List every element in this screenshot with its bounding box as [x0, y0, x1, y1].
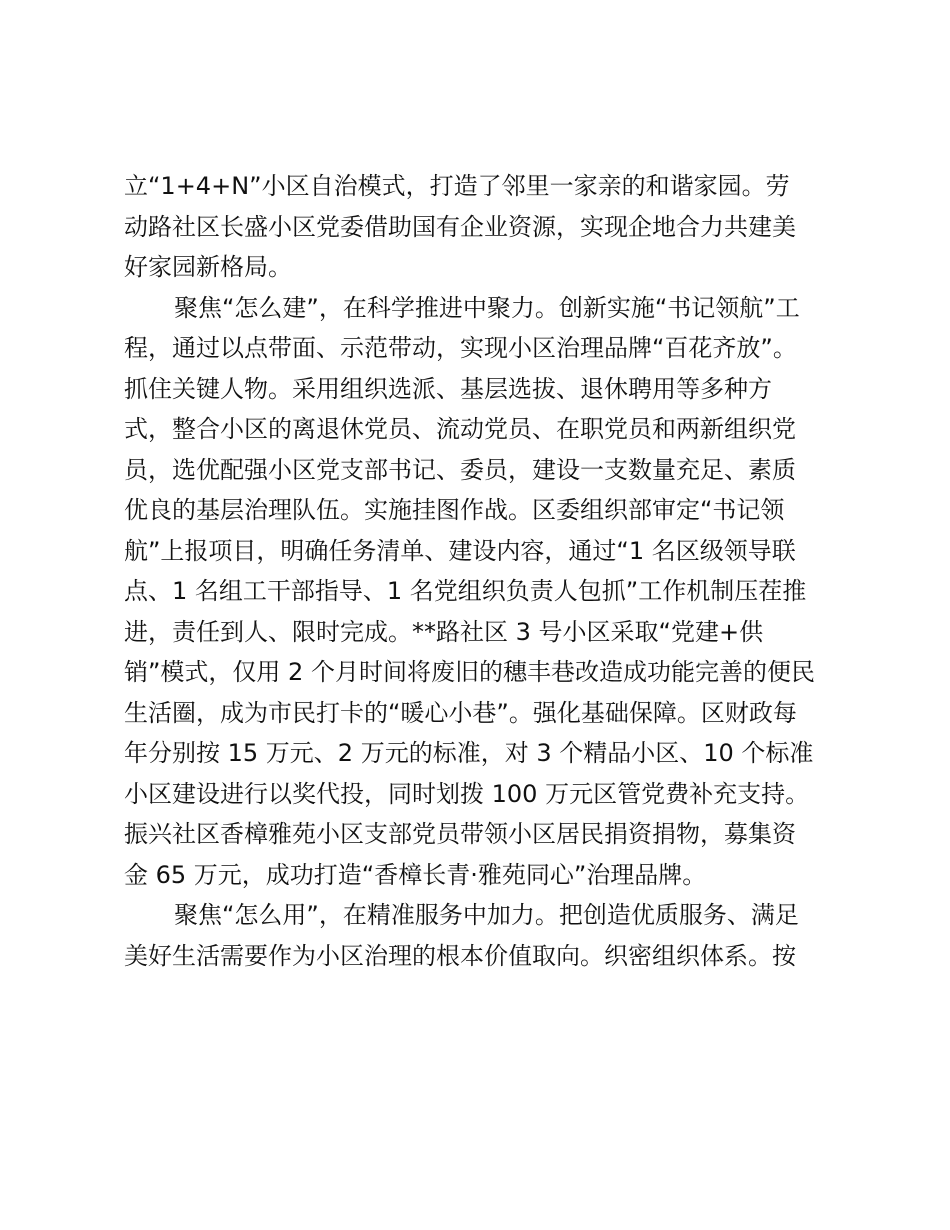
text-line: 销”模式，仅用 2 个月时间将废旧的穗丰巷改造成功能完善的便民: [124, 658, 815, 686]
text-line: 优良的基层治理队伍。实施挂图作战。区委组织部审定“书记领: [124, 496, 785, 524]
text-line: 点、1 名组工干部指导、1 名党组织负责人包抓”工作机制压茬推: [124, 577, 807, 605]
text-line: 航”上报项目，明确任务清单、建设内容，通过“1 名区级领导联: [124, 536, 796, 565]
text-line: 立“1+4+N”小区自治模式，打造了邻里一家亲的和谐家园。劳: [124, 172, 790, 200]
text-line: 抓住关键人物。采用组织选派、基层选拔、退休聘用等多种方: [124, 374, 772, 403]
text-line: 小区建设进行以奖代投，同时划拨 100 万元区管党费补充支持。: [124, 779, 810, 808]
text-line: 员，选优配强小区党支部书记、委员，建设一支数量充足、素质: [124, 455, 796, 484]
text-line: 动路社区长盛小区党委借助国有企业资源，实现企地合力共建美: [124, 212, 796, 241]
text-line: 进，责任到人、限时完成。**路社区 3 号小区采取“党建+供: [124, 617, 764, 646]
text-line: 好家园新格局。: [124, 253, 292, 281]
text-line: 振兴社区香樟雅苑小区支部党员带领小区居民捐资捐物，募集资: [124, 820, 796, 848]
text-line: 年分别按 15 万元、2 万元的标准，对 3 个精品小区、10 个标准: [124, 739, 814, 767]
body-text: [124, 166, 844, 976]
text-line: 程，通过以点带面、示范带动，实现小区治理品牌“百花齐放”。: [124, 334, 797, 362]
paragraph-first-line: 聚焦“怎么建”，在科学推进中聚力。创新实施“书记领航”工: [174, 293, 800, 322]
text-line: 金 65 万元，成功打造“香樟长青·雅苑同心”治理品牌。: [124, 860, 707, 889]
paragraph-first-line: 聚焦“怎么用”，在精准服务中加力。把创造优质服务、满足: [174, 901, 799, 929]
text-line: 美好生活需要作为小区治理的根本价值取向。织密组织体系。按: [124, 941, 796, 970]
text-line: 式，整合小区的离退休党员、流动党员、在职党员和两新组织党: [124, 415, 796, 443]
text-line: 生活圈，成为市民打卡的“暖心小巷”。强化基础保障。区财政每: [124, 698, 797, 727]
